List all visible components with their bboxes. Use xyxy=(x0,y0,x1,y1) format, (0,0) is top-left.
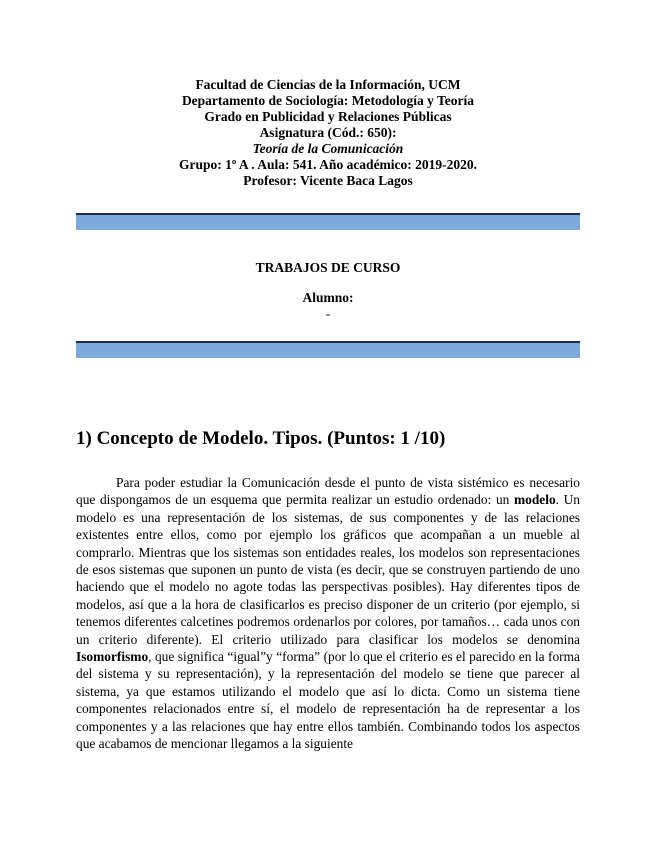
header-divider-band xyxy=(76,213,580,230)
student-name: - xyxy=(325,306,331,321)
group-line: Grupo: 1º A . Aula: 541. Año académico: 2019-2020. xyxy=(178,157,478,172)
term-modelo: modelo xyxy=(513,492,556,508)
section-heading: 1) Concepto de Modelo. Tipos. (Puntos: 1 /10) xyxy=(76,428,446,449)
subject-name-line: Teoría de la Comunicación xyxy=(252,141,404,156)
degree-line: Grado en Publicidad y Relaciones Públicas xyxy=(204,109,452,124)
student-divider-band xyxy=(76,341,580,358)
student-block xyxy=(76,290,580,322)
faculty-line: Facultad de Ciencias de la Información, UCM xyxy=(195,77,461,92)
document-header xyxy=(76,77,580,189)
coursework-title: TRABAJOS DE CURSO xyxy=(255,260,401,275)
paragraph: Para poder estudiar la Comunicación desde el punto de vista sistémico es necesario que dispongamos de un esquema que permita realizar un estudio ordenado: un modelo. Un modelo es una representación de los sistemas, de sus componentes y de las relaciones existentes entre ellos, como por ejemplo los gráficos que acompañan a un mueble al comprarlo. Mientras que los sistemas son entidades reales, los modelos son representaciones de esos sistemas que suponen un punto de vista (es decir, que se construyen partiendo de uno haciendo que el modelo no agote todas las perspectivas posibles). Hay diferentes tipos de modelos, así que a la hora de clasificarlos es preciso disponer de un criterio (por ejemplo, si tenemos diferentes calcetines podremos ordenarlos por colores, por tamaños… cada unos con un criterio diferente). El criterio utilizado para clasificar los modelos se denomina Isomorfismo, que significa “igual”y “forma” (por lo que el criterio es el parecido en la forma del sistema y su representación), y la representación del modelo se tiene que parecer al sistema, ya que estamos utilizando el modelo que así lo dicta. Como un sistema tiene componentes relacionados entre sí, el modelo de representación ha de representar a los componentes y a las relaciones que hay entre ellos también. Combinando todos los aspectos que acabamos de mencionar llegamos a la siguiente xyxy=(76,475,580,752)
term-isomorfismo: Isomorfismo xyxy=(76,649,149,665)
subject-code-line: Asignatura (Cód.: 650): xyxy=(259,125,397,140)
section-body xyxy=(76,474,580,753)
student-label: Alumno: xyxy=(302,290,354,305)
professor-line: Profesor: Vicente Baca Lagos xyxy=(243,173,413,188)
department-line: Departamento de Sociología: Metodología y Teoría xyxy=(181,93,475,108)
